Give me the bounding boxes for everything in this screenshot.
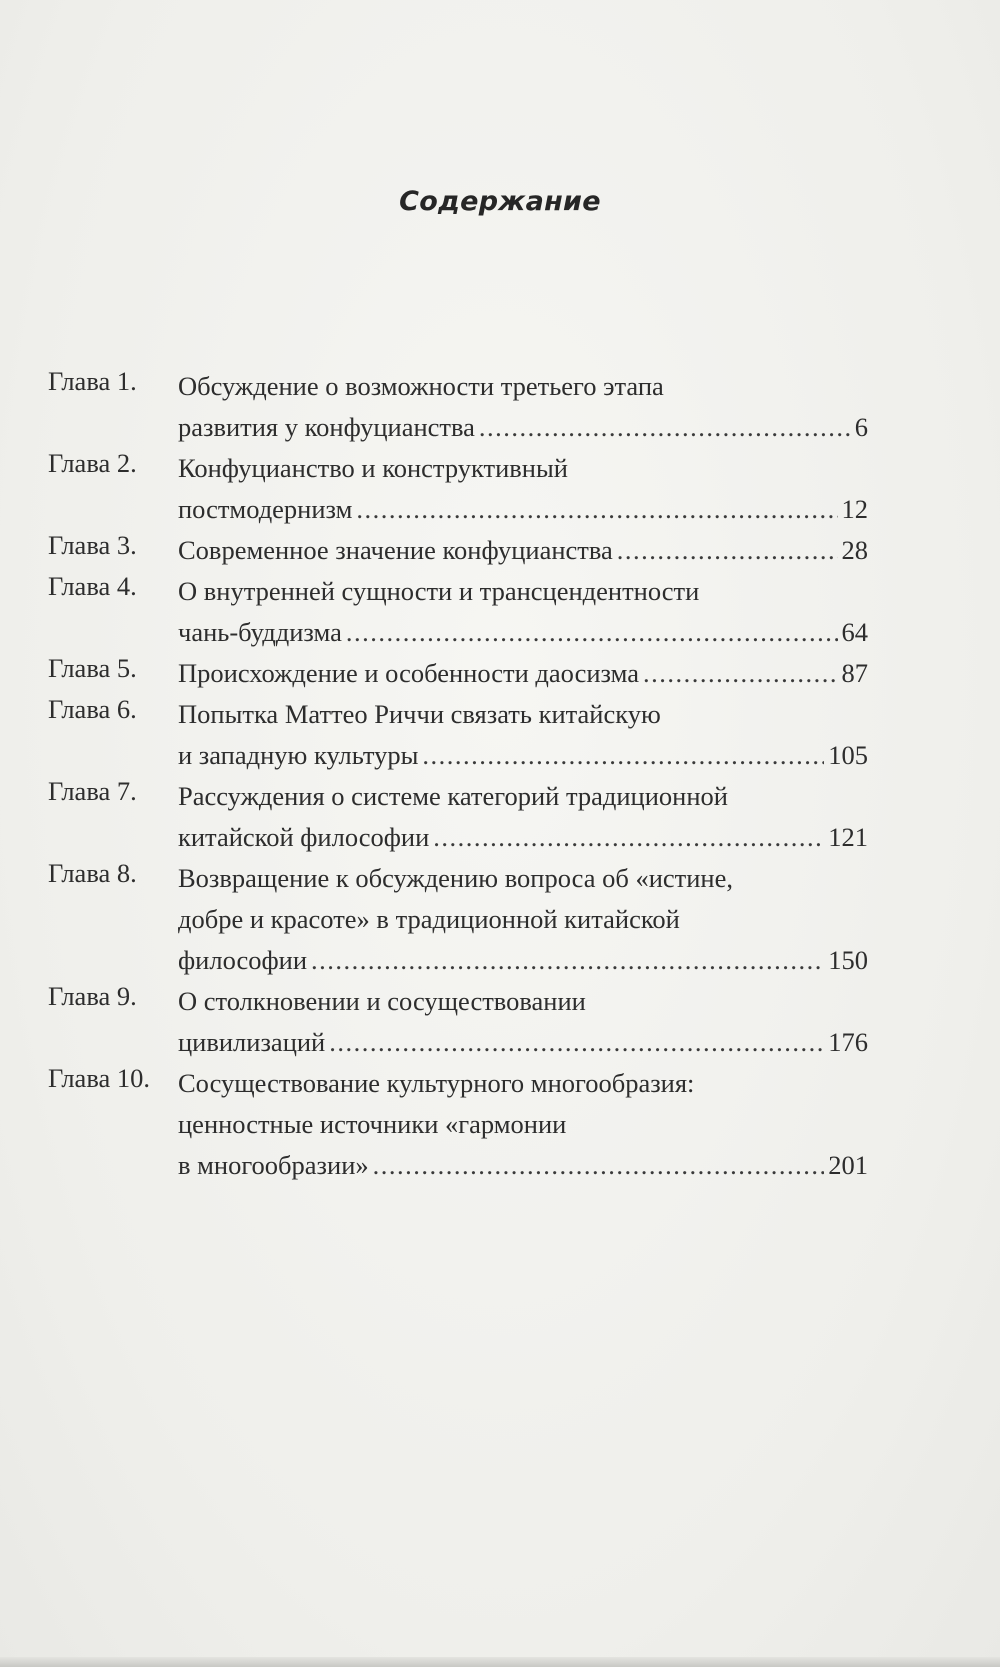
chapter-number: Глава 2. — [48, 448, 137, 478]
page-number: 150 — [828, 945, 868, 975]
chapter-title-last-line — [178, 407, 868, 448]
chapter-title-last-line — [178, 489, 868, 530]
chapter-title-text: цивилизаций — [178, 1027, 326, 1057]
chapter-title-line: Рассуждения о системе категорий традиционной — [178, 781, 728, 811]
dot-leader — [422, 735, 824, 776]
toc-entry-chapter-1[interactable] — [48, 366, 868, 448]
page-number: 105 — [828, 740, 868, 770]
chapter-title-line: ценностные источники «гармонии — [178, 1109, 567, 1139]
dot-leader — [346, 612, 838, 653]
dot-leader — [479, 407, 851, 448]
page-number: 12 — [841, 494, 868, 524]
chapter-title-text: Происхождение и особенности даосизма — [178, 658, 639, 688]
toc-entry-chapter-2[interactable] — [48, 448, 868, 530]
chapter-number: Глава 9. — [48, 981, 137, 1011]
chapter-title-text: Современное значение конфуцианства — [178, 535, 613, 565]
dot-leader — [617, 530, 838, 571]
chapter-title-last-line — [178, 653, 868, 694]
chapter-title-text: философии — [178, 945, 308, 975]
chapter-title-last-line — [178, 612, 868, 653]
toc-entry-chapter-6[interactable] — [48, 694, 868, 776]
chapter-title-text: китайской философии — [178, 822, 430, 852]
chapter-number: Глава 6. — [48, 694, 137, 724]
chapter-title-last-line — [178, 940, 868, 981]
toc-entry-chapter-8[interactable] — [48, 858, 868, 981]
dot-leader — [643, 653, 838, 694]
page-number: 6 — [854, 412, 868, 442]
chapter-title-text: постмодернизм — [178, 494, 353, 524]
page-number: 64 — [841, 617, 868, 647]
chapter-title-line: Обсуждение о возможности третьего этапа — [178, 371, 664, 401]
dot-leader — [356, 489, 837, 530]
page-number: 121 — [828, 822, 868, 852]
page-number: 176 — [828, 1027, 868, 1057]
chapter-title-text: и западную культуры — [178, 740, 419, 770]
toc-entry-chapter-4[interactable] — [48, 571, 868, 653]
chapter-title-last-line — [178, 735, 868, 776]
chapter-title-last-line — [178, 1022, 868, 1063]
chapter-title-last-line — [178, 817, 868, 858]
dot-leader — [373, 1145, 825, 1186]
chapter-title-line: Конфуцианство и конструктивный — [178, 453, 568, 483]
chapter-title-line: Возвращение к обсуждению вопроса об «истине, — [178, 863, 733, 893]
page-title: Содержание — [399, 186, 601, 217]
chapter-title-last-line — [178, 1145, 868, 1186]
toc-entry-chapter-5[interactable] — [48, 653, 868, 694]
page-bottom-edge — [0, 1657, 1000, 1667]
chapter-title-text: в многообразии» — [178, 1150, 369, 1180]
chapter-number: Глава 5. — [48, 653, 137, 683]
toc-entry-chapter-10[interactable] — [48, 1063, 868, 1186]
chapter-number: Глава 7. — [48, 776, 137, 806]
page-number: 28 — [841, 535, 868, 565]
toc-entry-chapter-3[interactable] — [48, 530, 868, 571]
chapter-title-last-line — [178, 530, 868, 571]
chapter-number: Глава 8. — [48, 858, 137, 888]
toc-entry-chapter-9[interactable] — [48, 981, 868, 1063]
page-number: 201 — [828, 1150, 868, 1180]
chapter-title-text: чань-буддизма — [178, 617, 342, 647]
chapter-title-text: развития у конфуцианства — [178, 412, 475, 442]
chapter-title-line: О внутренней сущности и трансцендентности — [178, 576, 700, 606]
dot-leader — [433, 817, 824, 858]
chapter-number: Глава 1. — [48, 366, 137, 396]
chapter-number: Глава 10. — [48, 1063, 150, 1093]
chapter-title-line: добре и красоте» в традиционной китайской — [178, 904, 680, 934]
dot-leader — [329, 1022, 824, 1063]
chapter-title-line: Сосуществование культурного многообразия: — [178, 1068, 695, 1098]
chapter-title-line: О столкновении и сосуществовании — [178, 986, 586, 1016]
chapter-number: Глава 3. — [48, 530, 137, 560]
dot-leader — [311, 940, 824, 981]
chapter-title-line: Попытка Маттео Риччи связать китайскую — [178, 699, 661, 729]
page-number: 87 — [841, 658, 868, 688]
toc-entry-chapter-7[interactable] — [48, 776, 868, 858]
table-of-contents — [48, 366, 868, 1186]
chapter-number: Глава 4. — [48, 571, 137, 601]
